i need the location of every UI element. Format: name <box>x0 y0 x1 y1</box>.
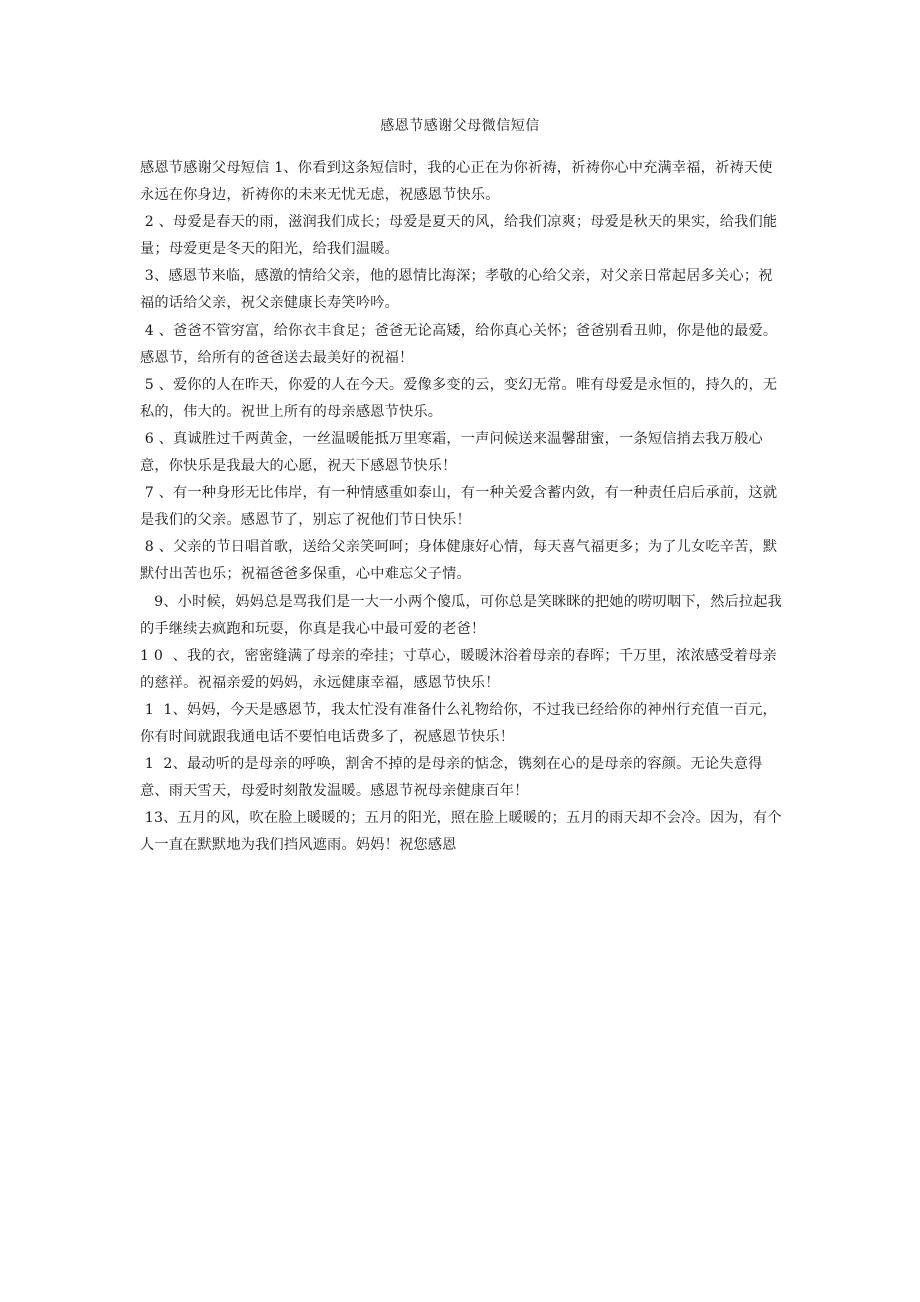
paragraph-4: 4 、爸爸不管穷富，给你衣丰食足；爸爸无论高矮，给你真心关怀；爸爸别看丑帅，你是他的最爱。感恩节，给所有的爸爸送去最美好的祝福！ <box>140 322 778 366</box>
paragraph-1: 感恩节感谢父母短信 1、你看到这条短信时，我的心正在为你祈祷，祈祷你心中充满幸福，祈祷天使永远在你身边，祈祷你的未来无忧无虑，祝感恩节快乐。 <box>140 160 773 204</box>
paragraph-12: 1 2、最动听的是母亲的呼唤，割舍不掉的是母亲的惦念，镌刻在心的是母亲的容颜。无论失意得意、雨天雪天，母爱时刻散发温暖。感恩节祝母亲健康百年！ <box>140 756 763 800</box>
paragraph-11: 1 1、妈妈，今天是感恩节，我太忙没有准备什么礼物给你，不过我已经给你的神州行充值一百元，你有时间就跟我通电话不要怕电话费多了，祝感恩节快乐！ <box>140 701 777 745</box>
paragraph-2: 2 、母爱是春天的雨，滋润我们成长；母爱是夏天的风，给我们凉爽；母爱是秋天的果实，给我们能量；母爱更是冬天的阳光，给我们温暖。 <box>140 214 778 258</box>
paragraph-5: 5 、爱你的人在昨天，你爱的人在今天。爱像多变的云，变幻无常。唯有母爱是永恒的，持久的，无私的，伟大的。祝世上所有的母亲感恩节快乐。 <box>140 376 778 420</box>
paragraph-8: 8 、父亲的节日唱首歌，送给父亲笑呵呵；身体健康好心情，每天喜气福更多；为了儿女吃辛苦，默默付出苦也乐；祝福爸爸多保重，心中难忘父子情。 <box>140 539 778 583</box>
paragraph-7: 7 、有一种身形无比伟岸，有一种情感重如泰山，有一种关爱含蓄内敛，有一种责任启后承前，这就是我们的父亲。感恩节了，别忘了祝他们节日快乐！ <box>140 485 778 529</box>
paragraph-10: 1 0 、我的衣，密密缝满了母亲的牵挂；寸草心，暖暖沐浴着母亲的春晖；千万里，浓浓感受着母亲的慈祥。祝福亲爱的妈妈，永远健康幸福，感恩节快乐！ <box>140 647 777 691</box>
paragraph-6: 6 、真诚胜过千两黄金，一丝温暖能抵万里寒霜，一声问候送来温馨甜蜜，一条短信捎去我万般心意，你快乐是我最大的心愿，祝天下感恩节快乐！ <box>140 430 763 475</box>
paragraph-9: 9、小时候，妈妈总是骂我们是一大一小两个傻瓜，可你总是笑眯眯的把她的唠叨咽下，然后拉起我的手继续去疯跑和玩耍，你真是我心中最可爱的老爸！ <box>140 593 783 637</box>
document-title: 感恩节感谢父母微信短信 <box>380 118 540 134</box>
paragraph-13: 13、五月的风，吹在脸上暖暖的；五月的阳光，照在脸上暖暖的；五月的雨天却不会冷。因为，有个人一直在默默地为我们挡风遮雨。妈妈！祝您感恩 <box>140 810 782 854</box>
paragraph-3: 3、感恩节来临，感激的情给父亲，他的恩情比海深；孝敬的心给父亲，对父亲日常起居多关心；祝福的话给父亲，祝父亲健康长寿笑吟吟。 <box>140 268 773 312</box>
document-body <box>140 155 785 859</box>
